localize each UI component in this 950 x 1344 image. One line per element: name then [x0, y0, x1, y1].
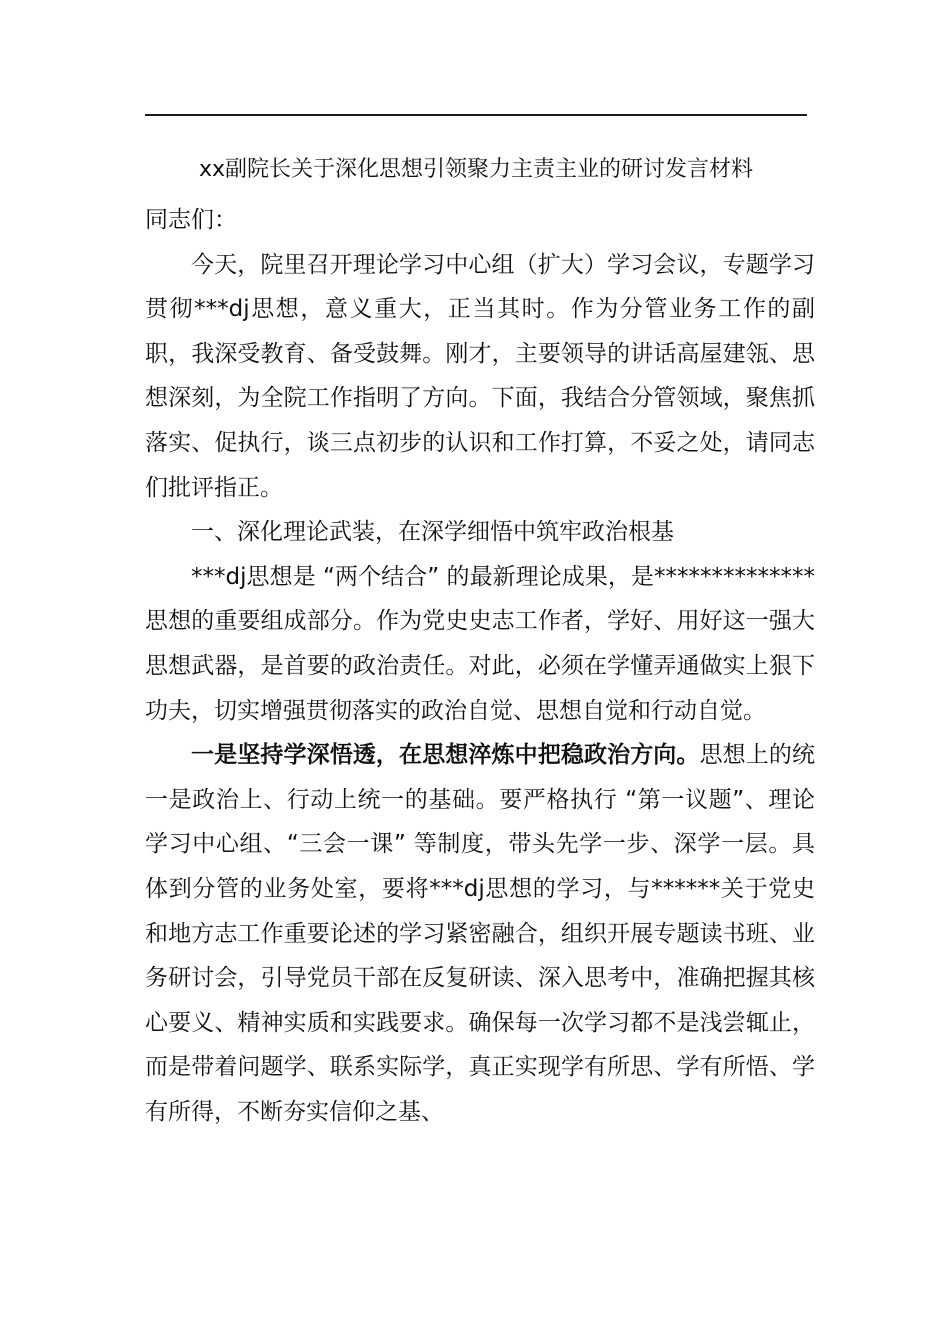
intro-paragraph: 今天，院里召开理论学习中心组（扩大）学习会议，专题学习贯彻***dj思想，意义重大，正当其时。作为分管业务工作的副职，我深受教育、备受鼓舞。刚才，主要领导的讲话高屋建瓴、思想深刻，为全院工作指明了方向。下面，我结合分管领域，聚焦抓落实、促执行，谈三点初步的认识和工作打算，不妥之处，请同志们批评指正。 — [145, 251, 815, 501]
section-heading: 一、深化理论武装，在深学细悟中筑牢政治根基 — [191, 519, 674, 546]
point-text: 思想上的统一是政治上、行动上统一的基础。要严格执行 “第一议题”、理论学习中心组、“三会一课” 等制度，带头先学一步、深学一层。具体到分管的业务处室，要将***dj思想的学习，与******关于党史和地方志工作重要论述的学习紧密融合，组织开展专题读书班、业务研讨会，引导党员干部在反复研读、深入思考中，准确把握其核心要义、精神实质和实践要求。确保每一次学习都不是浅尝辄止，而是带着问题学、联系实际学，真正实现学有所思、学有所悟、学有所得，不断夯实信仰之基、 — [145, 742, 816, 1125]
document-title: xx副院长关于深化思想引领聚力主责主业的研讨发言材料 — [198, 157, 754, 182]
section-paragraph: ***dj思想是 “两个结合” 的最新理论成果，是**************思想的重要组成部分。作为党史史志工作者，学好、用好这一强大思想武器，是首要的政治责任。对此，必须在学懂弄通做实上狠下功夫，切实增强贯彻落实的政治自觉、思想自觉和行动自觉。 — [145, 563, 815, 724]
document-body — [145, 198, 815, 1134]
salutation: 同志们： — [145, 207, 237, 233]
point-lead: 一是坚持学深悟透，在思想淬炼中把稳政治方向。 — [191, 742, 700, 769]
header-rule — [145, 114, 807, 116]
point-paragraph — [145, 733, 815, 1134]
